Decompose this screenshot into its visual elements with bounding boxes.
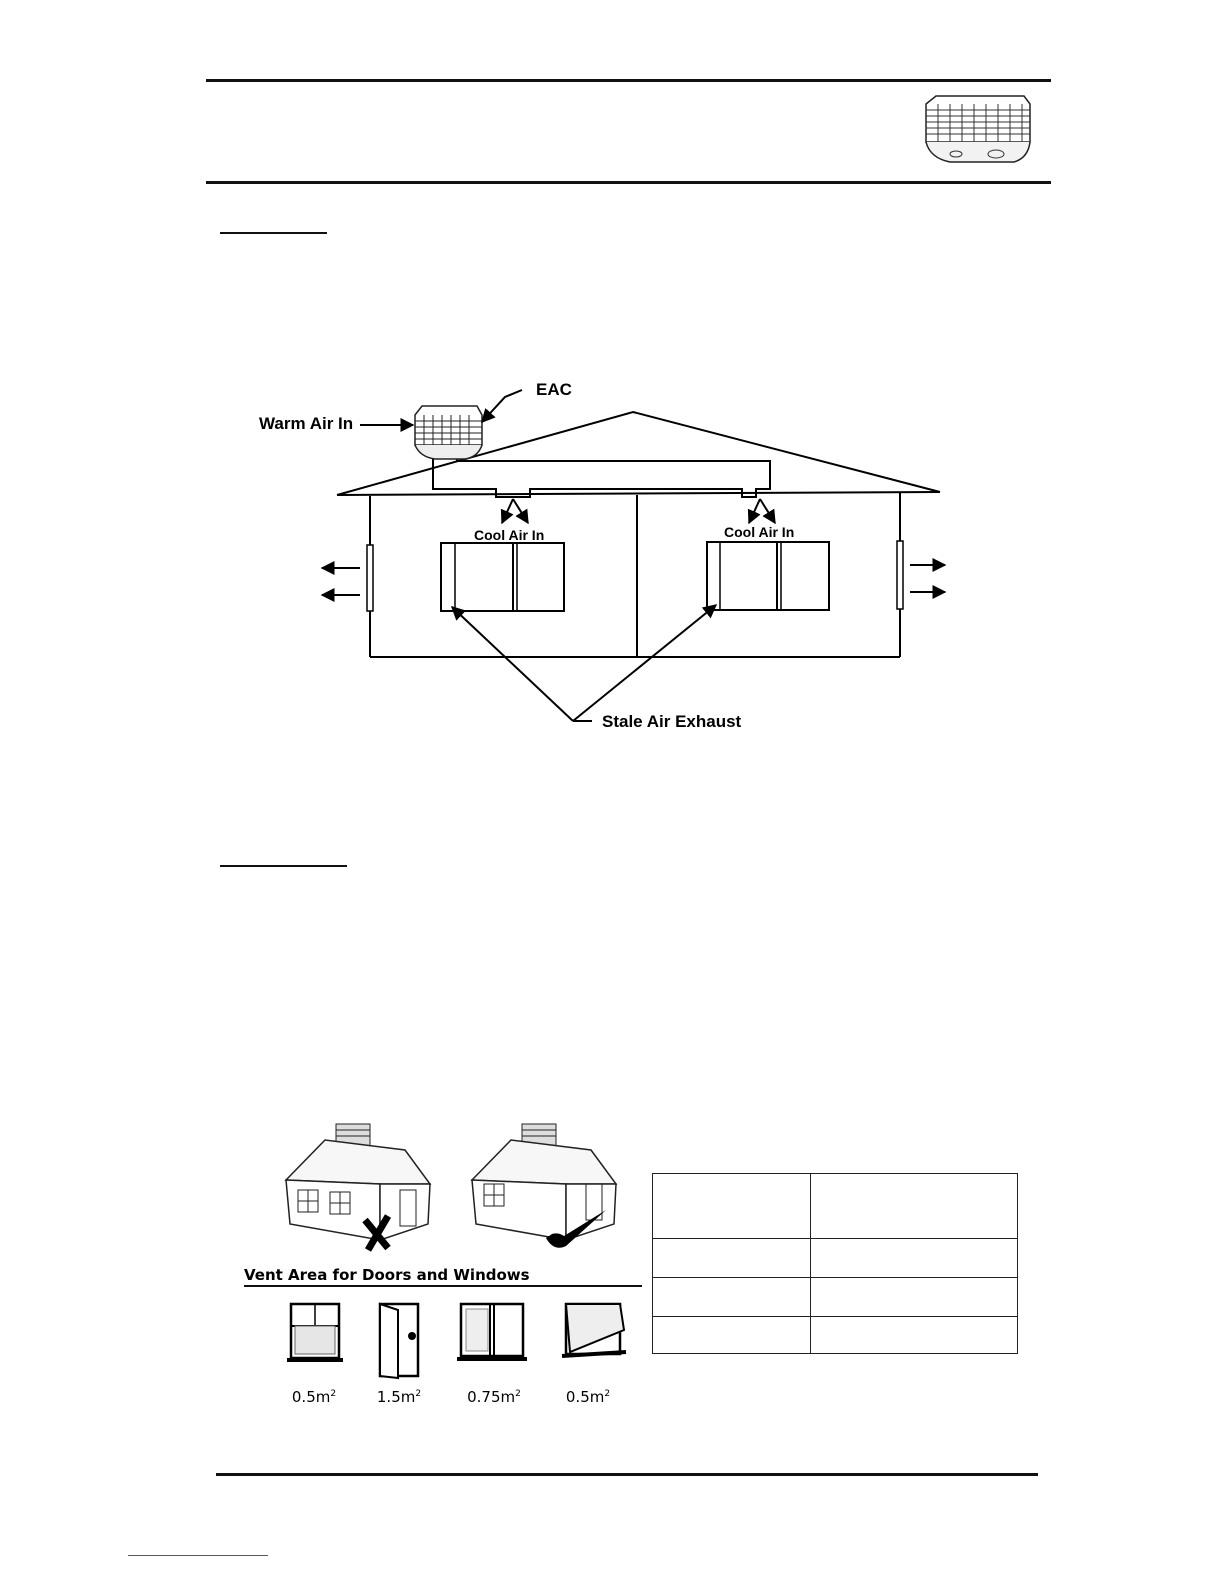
evaporative-cooler-icon <box>916 92 1036 170</box>
table-cell <box>653 1278 811 1317</box>
table-cell <box>811 1239 1018 1278</box>
table-cell <box>811 1317 1018 1354</box>
table-row <box>653 1239 1018 1278</box>
header-top-rule <box>206 79 1051 82</box>
cool-air-in-left-label: Cool Air In <box>474 527 545 543</box>
table-row <box>653 1317 1018 1354</box>
table-cell <box>653 1317 811 1354</box>
sliding-window-icon <box>457 1302 527 1364</box>
table-cell <box>811 1174 1018 1239</box>
vent-area-value-4: $0.5m^2$ <box>565 1388 611 1406</box>
house-wrong-ventilation-illustration <box>280 1120 440 1260</box>
airflow-diagram <box>250 375 950 735</box>
vent-area-rule <box>244 1285 642 1287</box>
section-heading-underline-1 <box>220 232 327 234</box>
sash-window-icon <box>287 1302 343 1364</box>
header-bottom-rule <box>206 181 1051 184</box>
stale-air-exhaust-label: Stale Air Exhaust <box>602 712 742 731</box>
spec-table <box>652 1173 1018 1354</box>
warm-air-in-label: Warm Air In <box>259 414 354 433</box>
eac-unit <box>415 406 482 459</box>
cool-air-in-right-label: Cool Air In <box>724 524 795 540</box>
section-heading-underline-2 <box>220 865 347 867</box>
table-row <box>653 1174 1018 1239</box>
vent-area-value-2: $1.5m^2$ <box>376 1388 422 1406</box>
table-cell <box>811 1278 1018 1317</box>
house-correct-ventilation-illustration <box>466 1120 626 1260</box>
footer-link-underline[interactable] <box>128 1555 268 1556</box>
table-row <box>653 1278 1018 1317</box>
awning-window-icon <box>560 1300 630 1362</box>
vent-area-title: Vent Area for Doors and Windows <box>244 1266 530 1284</box>
table-cell <box>653 1174 811 1239</box>
footer-rule <box>216 1473 1038 1476</box>
vent-area-value-3: $0.75m^2$ <box>467 1388 521 1406</box>
table-cell <box>653 1239 811 1278</box>
vent-area-value-1: $0.5m^2$ <box>291 1388 337 1406</box>
eac-label: EAC <box>536 380 572 399</box>
door-icon <box>374 1300 424 1380</box>
